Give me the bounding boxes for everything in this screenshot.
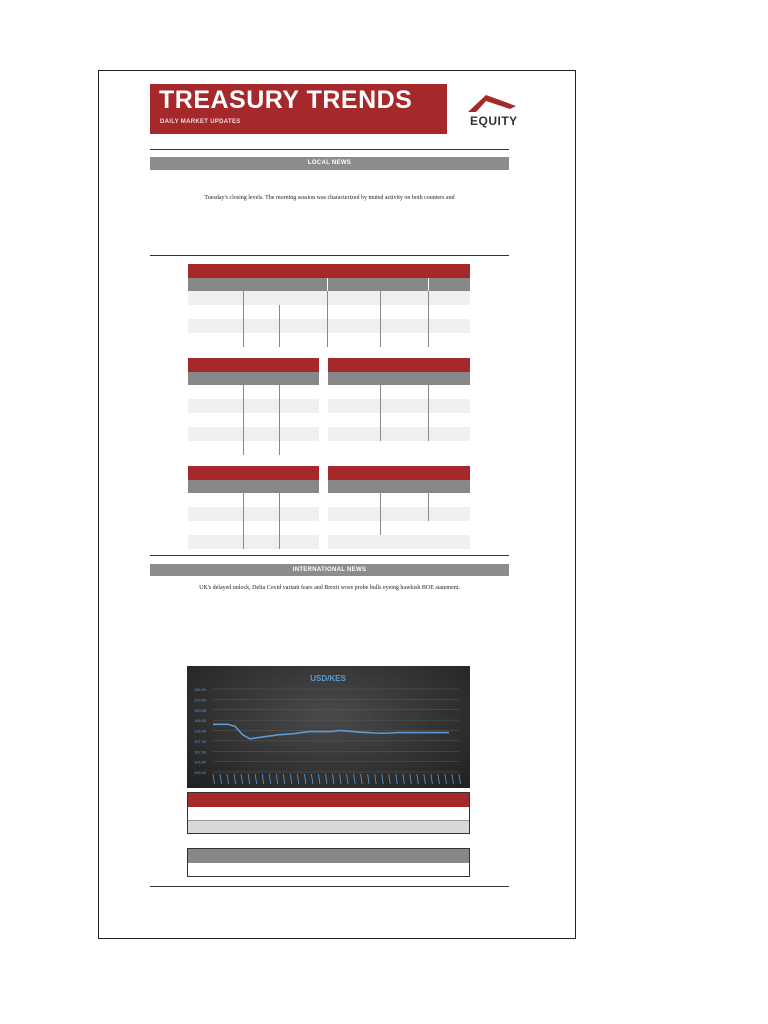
x-tick-mark [332, 774, 334, 784]
info-box-rates [187, 792, 470, 834]
x-tick-mark [459, 774, 461, 784]
info-box-header [188, 849, 469, 863]
divider [150, 886, 509, 887]
x-tick-mark [276, 774, 278, 784]
x-tick-mark [410, 774, 412, 784]
x-tick-mark [340, 774, 342, 784]
y-tick-label: 109.00 [194, 707, 207, 713]
international-news-text: UK's delayed unlock, Delta Covid variant fears and Brexit woes probe bulls eyeing hawkish BOE statement. [199, 585, 460, 591]
x-tick-mark [220, 774, 222, 784]
market-table-main [188, 264, 470, 347]
table-title-bar [328, 466, 470, 480]
x-tick-mark [438, 774, 440, 784]
x-tick-mark [213, 774, 215, 784]
x-tick-mark [311, 774, 313, 784]
x-tick-mark [424, 774, 426, 784]
table-row [328, 507, 470, 521]
table-row [188, 493, 319, 507]
y-tick-label: 106.50 [194, 759, 207, 765]
x-tick-mark [375, 774, 377, 784]
logo-text: EQUITY [470, 114, 518, 128]
y-tick-label: 106.00 [194, 770, 207, 775]
table-row [188, 821, 469, 833]
x-tick-mark [227, 774, 229, 784]
market-table-left-2 [188, 466, 319, 549]
x-tick-mark [325, 774, 327, 784]
table-row [328, 399, 470, 413]
table-row [188, 413, 319, 427]
table-title-bar [188, 466, 319, 480]
x-tick-mark [297, 774, 299, 784]
divider [150, 149, 509, 150]
table-row [328, 535, 470, 549]
x-tick-mark [234, 774, 236, 784]
y-tick-label: 109.50 [194, 697, 207, 703]
table-row [188, 399, 319, 413]
usd-kes-chart [187, 666, 470, 788]
table-row [328, 521, 470, 535]
x-tick-mark [347, 774, 349, 784]
x-tick-mark [396, 774, 398, 784]
usd-kes-chart-svg [187, 666, 470, 788]
x-tick-mark [262, 774, 264, 784]
market-table-right-2 [328, 466, 470, 549]
table-row [188, 385, 319, 399]
equity-logo-icon [466, 92, 518, 114]
table-row [328, 385, 470, 399]
table-title-bar [328, 358, 470, 372]
x-tick-mark [255, 774, 257, 784]
table-row [328, 413, 470, 427]
x-tick-mark [304, 774, 306, 784]
x-tick-mark [417, 774, 419, 784]
local-news-text: Tuesday's closing levels. The morning session was characterized by muted activity on both counters and [204, 195, 455, 201]
table-row [188, 319, 470, 333]
info-box-title-bar [188, 793, 469, 807]
table-row [188, 507, 319, 521]
table-row [188, 535, 319, 549]
y-tick-label: 107.00 [194, 749, 207, 755]
y-tick-label: 110.00 [194, 687, 206, 692]
table-row [188, 807, 469, 820]
x-tick-mark [269, 774, 271, 784]
local-news-header: LOCAL NEWS [150, 157, 509, 170]
y-tick-label: 108.50 [194, 718, 207, 724]
page-subtitle: DAILY MARKET UPDATES [160, 119, 241, 125]
divider [150, 255, 509, 256]
table-row [188, 521, 319, 535]
x-tick-mark [318, 774, 320, 784]
table-row [188, 427, 319, 441]
table-row [328, 441, 470, 455]
x-tick-mark [248, 774, 250, 784]
table-row [188, 305, 470, 319]
table-header-row [188, 480, 319, 493]
x-tick-mark [445, 774, 447, 784]
x-tick-mark [283, 774, 285, 784]
market-table-left-1 [188, 358, 319, 455]
x-tick-mark [431, 774, 433, 784]
table-title-bar [188, 264, 470, 278]
table-title-bar [188, 358, 319, 372]
international-news-header: INTERNATIONAL NEWS [150, 564, 509, 576]
table-header-row [188, 372, 319, 385]
x-tick-mark [354, 774, 356, 784]
series-line [213, 724, 449, 739]
divider [150, 555, 509, 556]
x-tick-mark [452, 774, 454, 784]
x-tick-mark [361, 774, 363, 784]
table-row [328, 493, 470, 507]
table-row [188, 291, 470, 305]
info-box-notes [187, 848, 470, 877]
table-row [188, 441, 319, 455]
x-tick-mark [368, 774, 370, 784]
table-header-row [188, 278, 470, 291]
market-table-right-1 [328, 358, 470, 455]
table-header-row [328, 480, 470, 493]
y-tick-label: 107.50 [194, 738, 207, 744]
table-row [188, 333, 470, 347]
table-header-row [328, 372, 470, 385]
x-tick-mark [389, 774, 391, 784]
x-tick-mark [403, 774, 405, 784]
table-row [328, 427, 470, 441]
chart-title: USD/KES [310, 674, 346, 683]
page-title: TREASURY TRENDS [159, 86, 413, 114]
x-tick-mark [241, 774, 243, 784]
x-tick-mark [290, 774, 292, 784]
y-tick-label: 108.00 [194, 728, 207, 734]
x-tick-mark [382, 774, 384, 784]
